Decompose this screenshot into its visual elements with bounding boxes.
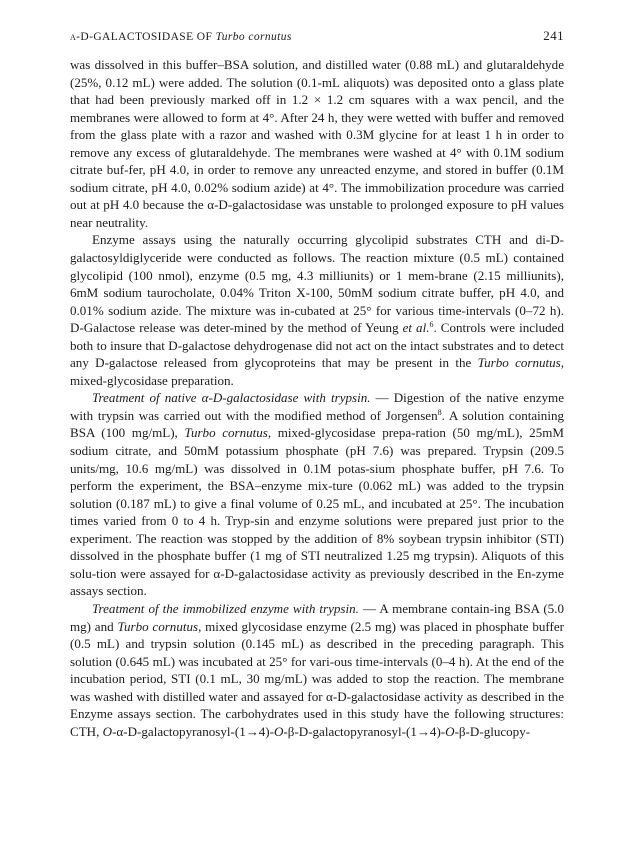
reference-citation: 6 [429, 320, 434, 330]
section-heading: Treatment of native α-D-galactosidase with trypsin. [92, 390, 371, 406]
section-heading: Treatment of the immobilized enzyme with trypsin. [92, 600, 359, 616]
running-head [70, 28, 564, 44]
paragraph-membrane-preparation: was dissolved in this buffer–BSA solution, and distilled water (0.88 mL) and glutaraldehyde (25%, 0.12 mL) were added. The solution (0.1-mL aliquots) was deposited onto a glass plate that had been previously marked off in 1.2 × 1.2 cm squares with a wax pencil, and the membranes were allowed to form at 4°. After 24 h, they were wetted with buffer and removed from the glass plate with a razor and washed with 0.3M glycine for at least 1 h in order to remove any excess of glutaraldehyde. The membranes were washed at 4° with 0.1M sodium citrate buf-fer, pH 4.0, in order to remove any unreacted enzyme, and stored in buffer (0.1M sodium citrate, pH 4.0, 0.02% sodium azide) at 4°. The immobilization procedure was carried out at pH 4.0 because the α-D-galactosidase was unstable to prolonged exposure to pH values near neutrality. [70, 57, 564, 230]
body-text [70, 56, 564, 740]
paragraph-enzyme-assays: Enzyme assays using the naturally occurring glycolipid substrates CTH and di-D-galactosyldiglyceride were conducted as follows. The reaction mixture (0.5 mL) contained glycolipid (100 nmol), enzyme (0.5 mg, 4.3 milliunits) or 1 mem-brane (2.15 milliunits), 6mM sodium taurocholate, 0.04% Triton X-100, 50mM sodium citrate buffer, pH 4.0, and 0.01% sodium azide. The mixture was in-cubated at 25° for various time-intervals (0–72 h). D-Galactose release was deter-mined by the method of Yeung et al.$^6$. Controls were included both to insure that D-galactose dehydrogenase did not act on the intact substrates and to detect any D-galactose released from glycoproteins that may be present in the Turbo cornutus, mixed-glycosidase preparation. [70, 232, 564, 388]
page-number: 241 [543, 28, 564, 43]
paragraph-immobilized-trypsin-treatment: Treatment of the immobilized enzyme with trypsin. — A membrane contain-ing BSA (5.0 mg) and Turbo cornutus, mixed glycosidase enzyme (2.5 mg) was placed in phosphate buffer (0.5 mL) and trypsin solution (0.145 mL) as described in the preceding paragraph. This solution (0.645 mL) was incubated at 25° for vari-ous time-intervals (0–4 h). At the end of the incubation period, STI (0.1 mL, 30 mg/mL) was added to stop the reaction. The membrane was washed with distilled water and assayed for α-D-galactosidase activity as described in the Enzyme assays section. The carbohydrates used in this study have the following structures: CTH, O-α-D-galactopyranosyl-(1→4)-O-β-D-galactopyranosyl-(1→4)-O-β-D-glucopy- [70, 600, 564, 739]
journal-page [70, 28, 564, 740]
running-head-species: Turbo cornutus [215, 31, 292, 43]
reference-citation: 8 [437, 407, 442, 417]
paragraph-native-trypsin-treatment: Treatment of native α-D-galactosidase with trypsin. — Digestion of the native enzyme with trypsin was carried out with the modified method of Jorgensen$^8$. A solution containing BSA (100 mg/mL), Turbo cornutus, mixed-glycosidase prepa-ration (50 mg/mL), 25mM sodium citrate, and 50mM potassium phosphate (pH 7.6) was prepared. Trypsin (209.5 units/mg, 10.6 mg/mL) was dissolved in 0.1M potas-sium phosphate buffer, pH 7.6. To perform the experiment, the BSA–enzyme mix-ture (0.062 mL) was added to the trypsin solution (0.187 mL) to give a final volume of 0.25 mL, and incubated at 25°. The incubation times varied from 0 to 4 h. Tryp-sin and enzyme solutions were prepared just prior to the experiment. The reaction was stopped by the addition of 8% soybean trypsin inhibitor (STI) dissolved in the phosphate buffer (1 mg of STI neutralized 1.25 mg trypsin). Aliquots of this solu-tion were assayed for α-D-galactosidase activity as previously described in the En-zyme assays section. [70, 390, 564, 599]
running-head-title: α-D-GALACTOSIDASE OF Turbo cornutus [70, 31, 292, 43]
